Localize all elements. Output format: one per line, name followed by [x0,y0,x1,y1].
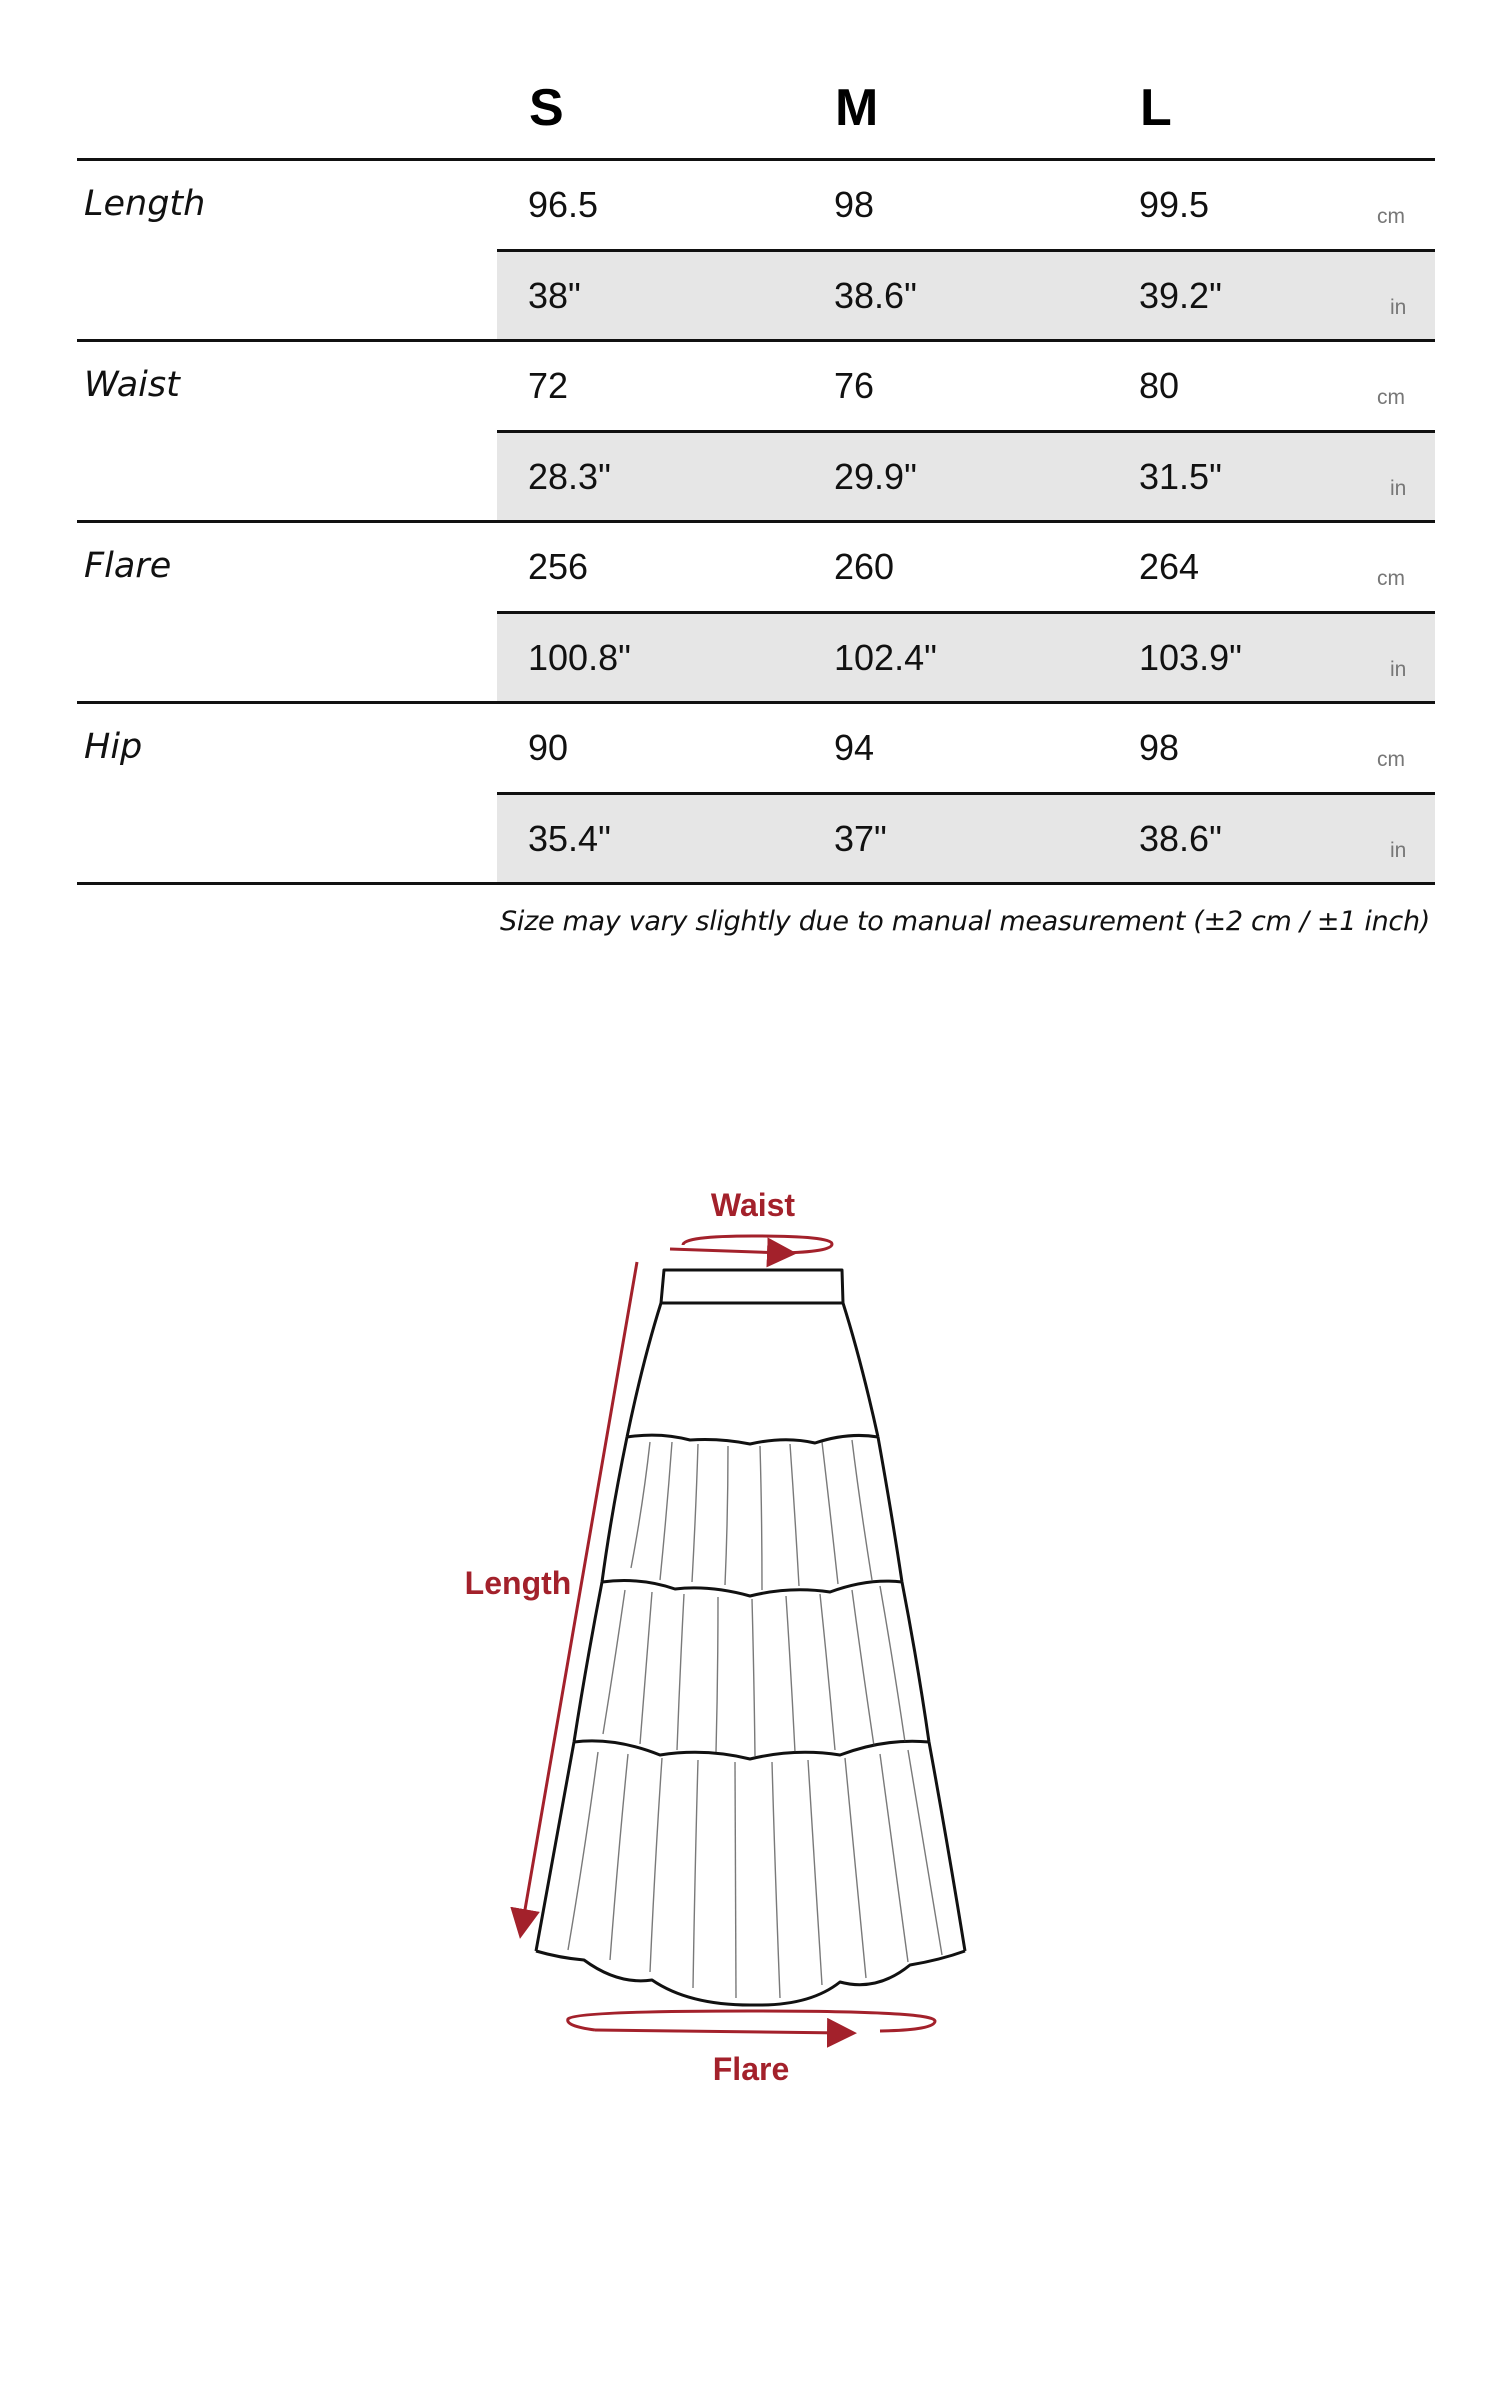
measurement-note: Size may vary slightly due to manual measurement (±2 cm / ±1 inch) [500,906,1430,937]
size-header-row [77,0,1435,158]
unit-in: in [1390,658,1407,681]
fabric-folds [568,1440,942,1998]
row-divider [77,339,1435,342]
waist-diagram-label: Waist [710,1187,796,1223]
sub-row-divider [497,611,1435,614]
unit-cm: cm [1377,748,1405,771]
inch-row-background [497,613,1435,701]
flare-diagram-label: Flare [712,2051,790,2087]
flare-in-l: 103.9" [1139,637,1242,678]
flare-cm-s: 256 [528,546,589,587]
unit-in: in [1390,477,1407,500]
waist-in-s: 28.3" [528,456,611,497]
unit-in: in [1390,839,1407,862]
unit-cm: cm [1377,567,1405,590]
flare-cm-m: 260 [834,546,895,587]
length-cm-m: 98 [834,184,875,225]
length-cm-l: 99.5 [1139,184,1210,225]
unit-cm: cm [1377,205,1405,228]
hip-cm-l: 98 [1139,727,1180,768]
sub-row-divider [497,430,1435,433]
size-header-m: M [835,79,879,137]
unit-in: in [1390,296,1407,319]
waist-in-m: 29.9" [834,456,917,497]
hip-in-l: 38.6" [1139,818,1222,859]
hip-label: Hip [84,727,143,767]
waist-cm-l: 80 [1139,365,1180,406]
inch-row-background [497,251,1435,339]
sub-row-divider [497,792,1435,795]
skirt-outline [536,1270,965,2005]
hip-cm-m: 94 [834,727,875,768]
size-header-l: L [1140,79,1172,137]
length-label: Length [84,184,206,224]
waist-cm-s: 72 [528,365,569,406]
waist-cm-m: 76 [834,365,875,406]
length-in-m: 38.6" [834,275,917,316]
flare-arrow [568,2011,935,2087]
flare-cm-l: 264 [1139,546,1200,587]
length-cm-s: 96.5 [528,184,599,225]
row-divider [77,520,1435,523]
flare-in-s: 100.8" [528,637,631,678]
sub-row-divider [497,249,1435,252]
unit-cm: cm [1377,386,1405,409]
length-diagram-label: Length [464,1565,572,1601]
table-bottom-border [77,882,1435,885]
flare-in-m: 102.4" [834,637,937,678]
inch-row-background [497,794,1435,882]
row-divider [77,158,1435,161]
length-arrow [465,1262,637,1927]
hip-in-s: 35.4" [528,818,611,859]
skirt-measurement-diagram [0,1140,1500,2120]
hip-cm-s: 90 [528,727,569,768]
hip-in-m: 37" [834,818,887,859]
inch-row-background [497,432,1435,520]
waist-label: Waist [84,365,180,405]
length-in-l: 39.2" [1139,275,1222,316]
row-divider [77,701,1435,704]
skirt-illustration [0,1140,1500,2120]
length-in-s: 38" [528,275,581,316]
waist-arrow [670,1187,832,1253]
size-header-s: S [529,79,564,137]
flare-label: Flare [84,546,172,586]
waist-in-l: 31.5" [1139,456,1222,497]
